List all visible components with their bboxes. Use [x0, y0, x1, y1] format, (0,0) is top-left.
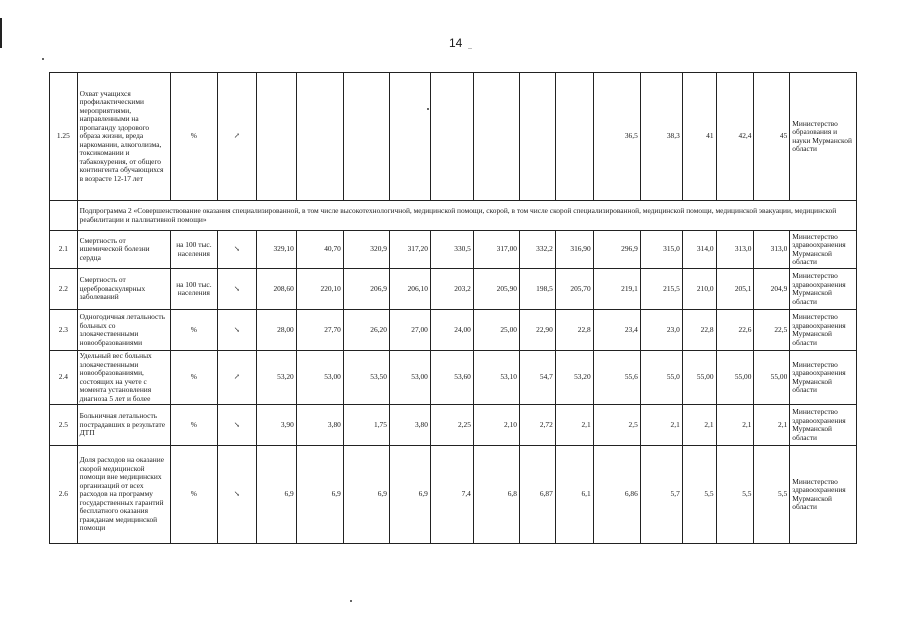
value-cell: 6,9	[296, 446, 343, 544]
value-cell: 208,60	[256, 269, 296, 310]
value-cell: 36,5	[593, 73, 640, 201]
value-cell: 2,1	[682, 405, 716, 446]
value-cell	[296, 73, 343, 201]
indicator-name-cell: Больничная летальность пострадавших в результате ДТП	[77, 405, 170, 446]
responsible-cell: Министерство образования и науки Мурманской области	[790, 73, 857, 201]
unit-cell: %	[170, 310, 217, 351]
value-cell: 23,4	[593, 310, 640, 351]
responsible-cell: Министерство здравоохранения Мурманской области	[790, 231, 857, 269]
value-cell: 38,3	[640, 73, 682, 201]
unit-cell: %	[170, 351, 217, 405]
value-cell: 53,20	[555, 351, 593, 405]
value-cell: 2,1	[555, 405, 593, 446]
trend-arrow-icon: ↘	[217, 231, 256, 269]
page-number: 14	[449, 36, 463, 50]
value-cell: 313,0	[754, 231, 790, 269]
value-cell: 205,1	[716, 269, 754, 310]
value-cell: 7,4	[430, 446, 473, 544]
value-cell: 6,86	[593, 446, 640, 544]
value-cell: 22,6	[716, 310, 754, 351]
value-cell: 1,75	[343, 405, 389, 446]
table-row	[50, 73, 857, 201]
value-cell: 6,9	[389, 446, 430, 544]
value-cell: 205,70	[555, 269, 593, 310]
value-cell: 206,9	[343, 269, 389, 310]
table-row	[50, 231, 857, 269]
value-cell: 55,6	[593, 351, 640, 405]
trend-arrow-icon: ↗	[217, 351, 256, 405]
value-cell: 53,60	[430, 351, 473, 405]
value-cell: 6,9	[343, 446, 389, 544]
value-cell: 53,00	[389, 351, 430, 405]
value-cell	[555, 73, 593, 201]
value-cell: 3,90	[256, 405, 296, 446]
indicator-name-cell: Доля расходов на оказание скорой медицинской помощи вне медицинских организаций от всех расходов на программу государственных гарантий бесплатного оказания гражданам медицинской помощи	[77, 446, 170, 544]
row-number-cell: 1.25	[50, 73, 78, 201]
value-cell: 215,5	[640, 269, 682, 310]
value-cell: 23,0	[640, 310, 682, 351]
value-cell: 41	[682, 73, 716, 201]
row-number-cell: 2.5	[50, 405, 78, 446]
subprogram-title: Подпрограмма 2 «Совершенствование оказания специализированной, в том числе высокотехнологичной, медицинской помощи, скорой, в том числе скорой специализированной, медицинской помощи, медицинской эвакуации, медицинской реабилитации и паллиативной помощи»	[77, 201, 856, 231]
row-number-cell: 2.4	[50, 351, 78, 405]
indicator-name-cell: Смертность от цереброваскулярных заболеваний	[77, 269, 170, 310]
value-cell: 316,90	[555, 231, 593, 269]
indicator-name-cell: Охват учащихся профилактическими мероприятиями, направленными на пропаганду здорового образа жизни, вреда наркомании, алкоголизма, токсикомании и табакокурения, от общего контингента обучающихся в возрасте 12-17 лет	[77, 73, 170, 201]
value-cell: 315,0	[640, 231, 682, 269]
unit-cell: %	[170, 446, 217, 544]
value-cell: 210,0	[682, 269, 716, 310]
value-cell: 2,1	[640, 405, 682, 446]
value-cell: 317,20	[389, 231, 430, 269]
value-cell: 27,70	[296, 310, 343, 351]
value-cell: 205,90	[473, 269, 519, 310]
value-cell	[430, 73, 473, 201]
row-number-cell	[50, 201, 78, 231]
value-cell: 198,5	[519, 269, 555, 310]
value-cell: 2,72	[519, 405, 555, 446]
value-cell	[256, 73, 296, 201]
value-cell: 6,8	[473, 446, 519, 544]
value-cell: 55,00	[682, 351, 716, 405]
value-cell: 2,25	[430, 405, 473, 446]
value-cell: 54,7	[519, 351, 555, 405]
value-cell: 6,9	[256, 446, 296, 544]
value-cell: 5,7	[640, 446, 682, 544]
value-cell: 329,10	[256, 231, 296, 269]
unit-cell: %	[170, 73, 217, 201]
indicators-table	[49, 72, 857, 544]
trend-arrow-icon: ↘	[217, 269, 256, 310]
value-cell	[389, 73, 430, 201]
value-cell: 2,10	[473, 405, 519, 446]
value-cell: 53,20	[256, 351, 296, 405]
value-cell: 5,5	[754, 446, 790, 544]
value-cell: 55,00	[754, 351, 790, 405]
unit-cell: на 100 тыс. населения	[170, 269, 217, 310]
value-cell: 3,80	[296, 405, 343, 446]
indicator-name-cell: Одногодичная летальность больных со злокачественными новообразованиями	[77, 310, 170, 351]
value-cell	[519, 73, 555, 201]
value-cell: 320,9	[343, 231, 389, 269]
row-number-cell: 2.2	[50, 269, 78, 310]
table-row	[50, 269, 857, 310]
trend-arrow-icon: ↘	[217, 310, 256, 351]
value-cell: 206,10	[389, 269, 430, 310]
value-cell: 55,00	[716, 351, 754, 405]
table-row	[50, 351, 857, 405]
value-cell: 55,0	[640, 351, 682, 405]
responsible-cell: Министерство здравоохранения Мурманской области	[790, 405, 857, 446]
value-cell: 2,1	[716, 405, 754, 446]
page-number-mark: ..	[468, 42, 472, 51]
value-cell: 42,4	[716, 73, 754, 201]
value-cell: 40,70	[296, 231, 343, 269]
value-cell: 314,0	[682, 231, 716, 269]
value-cell: 2,5	[593, 405, 640, 446]
indicator-name-cell: Удельный вес больных злокачественными новообразованиями, состоящих на учете с момента установления диагноза 5 лет и более	[77, 351, 170, 405]
responsible-cell: Министерство здравоохранения Мурманской области	[790, 310, 857, 351]
value-cell: 53,50	[343, 351, 389, 405]
responsible-cell: Министерство здравоохранения Мурманской области	[790, 351, 857, 405]
row-number-cell: 2.3	[50, 310, 78, 351]
value-cell: 53,10	[473, 351, 519, 405]
value-cell: 220,10	[296, 269, 343, 310]
value-cell: 5,5	[716, 446, 754, 544]
indicator-name-cell: Смертность от ишемической болезни сердца	[77, 231, 170, 269]
value-cell	[343, 73, 389, 201]
unit-cell: на 100 тыс. населения	[170, 231, 217, 269]
value-cell: 27,00	[389, 310, 430, 351]
value-cell: 22,90	[519, 310, 555, 351]
value-cell: 204,9	[754, 269, 790, 310]
value-cell: 26,20	[343, 310, 389, 351]
table-row	[50, 310, 857, 351]
value-cell: 6,1	[555, 446, 593, 544]
value-cell: 330,5	[430, 231, 473, 269]
value-cell: 22,8	[555, 310, 593, 351]
value-cell: 3,80	[389, 405, 430, 446]
value-cell: 5,5	[682, 446, 716, 544]
row-number-cell: 2.1	[50, 231, 78, 269]
trend-arrow-icon: ↘	[217, 446, 256, 544]
subprogram-row	[50, 201, 857, 231]
value-cell: 22,8	[682, 310, 716, 351]
value-cell: 219,1	[593, 269, 640, 310]
value-cell: 2,1	[754, 405, 790, 446]
row-number-cell: 2.6	[50, 446, 78, 544]
value-cell	[473, 73, 519, 201]
value-cell: 24,00	[430, 310, 473, 351]
scan-speck	[42, 58, 44, 60]
scan-edge-mark	[0, 18, 2, 48]
value-cell: 28,00	[256, 310, 296, 351]
table-body	[50, 73, 857, 544]
value-cell: 332,2	[519, 231, 555, 269]
unit-cell: %	[170, 405, 217, 446]
table-row	[50, 446, 857, 544]
table-row	[50, 405, 857, 446]
value-cell: 313,0	[716, 231, 754, 269]
value-cell: 45	[754, 73, 790, 201]
responsible-cell: Министерство здравоохранения Мурманской области	[790, 269, 857, 310]
value-cell: 203,2	[430, 269, 473, 310]
responsible-cell: Министерство здравоохранения Мурманской области	[790, 446, 857, 544]
value-cell: 6,87	[519, 446, 555, 544]
value-cell: 53,00	[296, 351, 343, 405]
value-cell: 25,00	[473, 310, 519, 351]
value-cell: 22,5	[754, 310, 790, 351]
value-cell: 296,9	[593, 231, 640, 269]
trend-arrow-icon: ↗	[217, 73, 256, 201]
trend-arrow-icon: ↘	[217, 405, 256, 446]
scan-speck	[350, 600, 352, 602]
value-cell: 317,00	[473, 231, 519, 269]
